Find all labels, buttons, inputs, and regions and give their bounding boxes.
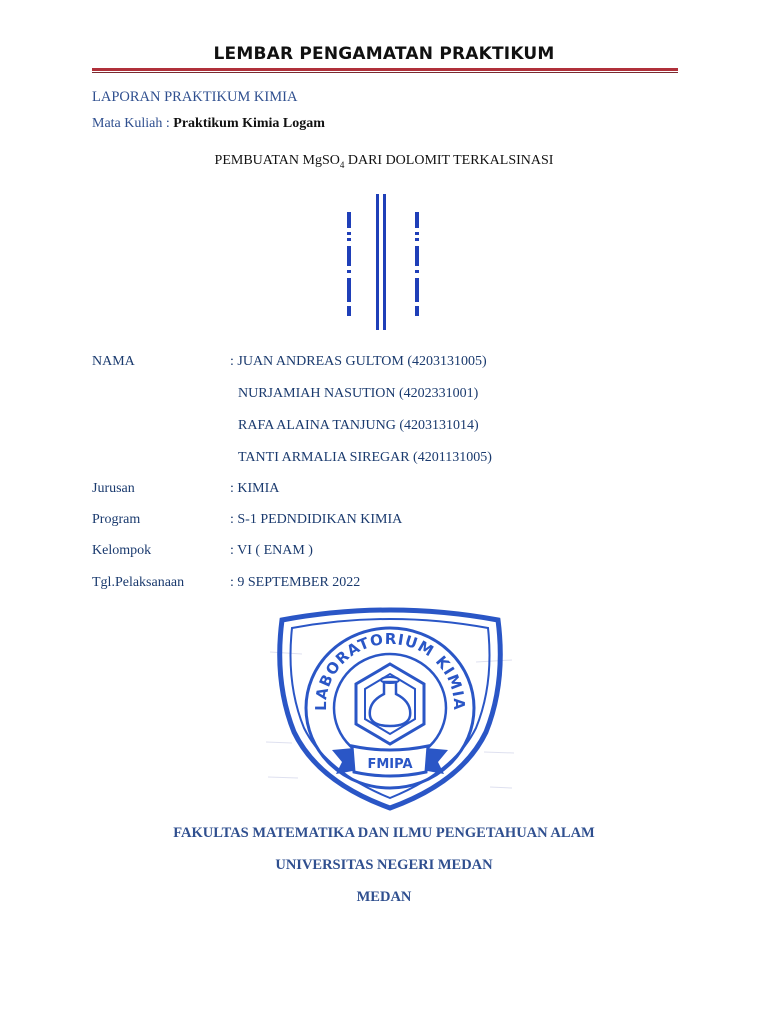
decorative-lines-ornament (338, 190, 434, 330)
report-heading: LAPORAN PRAKTIKUM KIMIA (92, 89, 298, 105)
experiment-title-subscript: 4 (339, 159, 345, 170)
svg-text:LABORATORIUM KIMIA: LABORATORIUM KIMIA (311, 629, 469, 711)
department-label: Jurusan (92, 481, 135, 496)
member-4: TANTI ARMALIA SIREGAR (4201131005) (238, 450, 492, 465)
page-title: LEMBAR PENGAMATAN PRAKTIKUM (213, 44, 555, 64)
laboratory-seal-logo (262, 602, 518, 812)
member-1: : JUAN ANDREAS GULTOM (4203131005) (230, 354, 487, 369)
member-2: NURJAMIAH NASUTION (4202331001) (238, 386, 479, 401)
svg-text:FMIPA: FMIPA (367, 757, 413, 772)
date-label: Tgl.Pelaksanaan (92, 575, 185, 590)
group-value: : VI ( ENAM ) (230, 543, 313, 558)
title-divider-thin (92, 72, 678, 73)
name-label: NAMA (92, 354, 135, 369)
experiment-title (0, 153, 768, 170)
course-value: Praktikum Kimia Logam (173, 116, 325, 131)
course-line (92, 116, 325, 132)
program-value: : S-1 PEDNDIDIKAN KIMIA (230, 512, 403, 527)
experiment-title-suffix: DARI DOLOMIT TERKALSINASI (344, 153, 554, 168)
university-name: UNIVERSITAS NEGERI MEDAN (275, 857, 493, 873)
course-label: Mata Kuliah : (92, 116, 170, 131)
program-label: Program (92, 512, 141, 527)
member-3: RAFA ALAINA TANJUNG (4203131014) (238, 418, 479, 433)
experiment-title-prefix: PEMBUATAN MgSO (214, 153, 340, 168)
department-value: : KIMIA (230, 481, 280, 496)
group-label: Kelompok (92, 543, 152, 558)
faculty-name: FAKULTAS MATEMATIKA DAN ILMU PENGETAHUAN ALAM (173, 825, 595, 841)
city-name: MEDAN (356, 889, 412, 905)
date-value: : 9 SEPTEMBER 2022 (230, 575, 361, 590)
title-divider (92, 68, 678, 71)
